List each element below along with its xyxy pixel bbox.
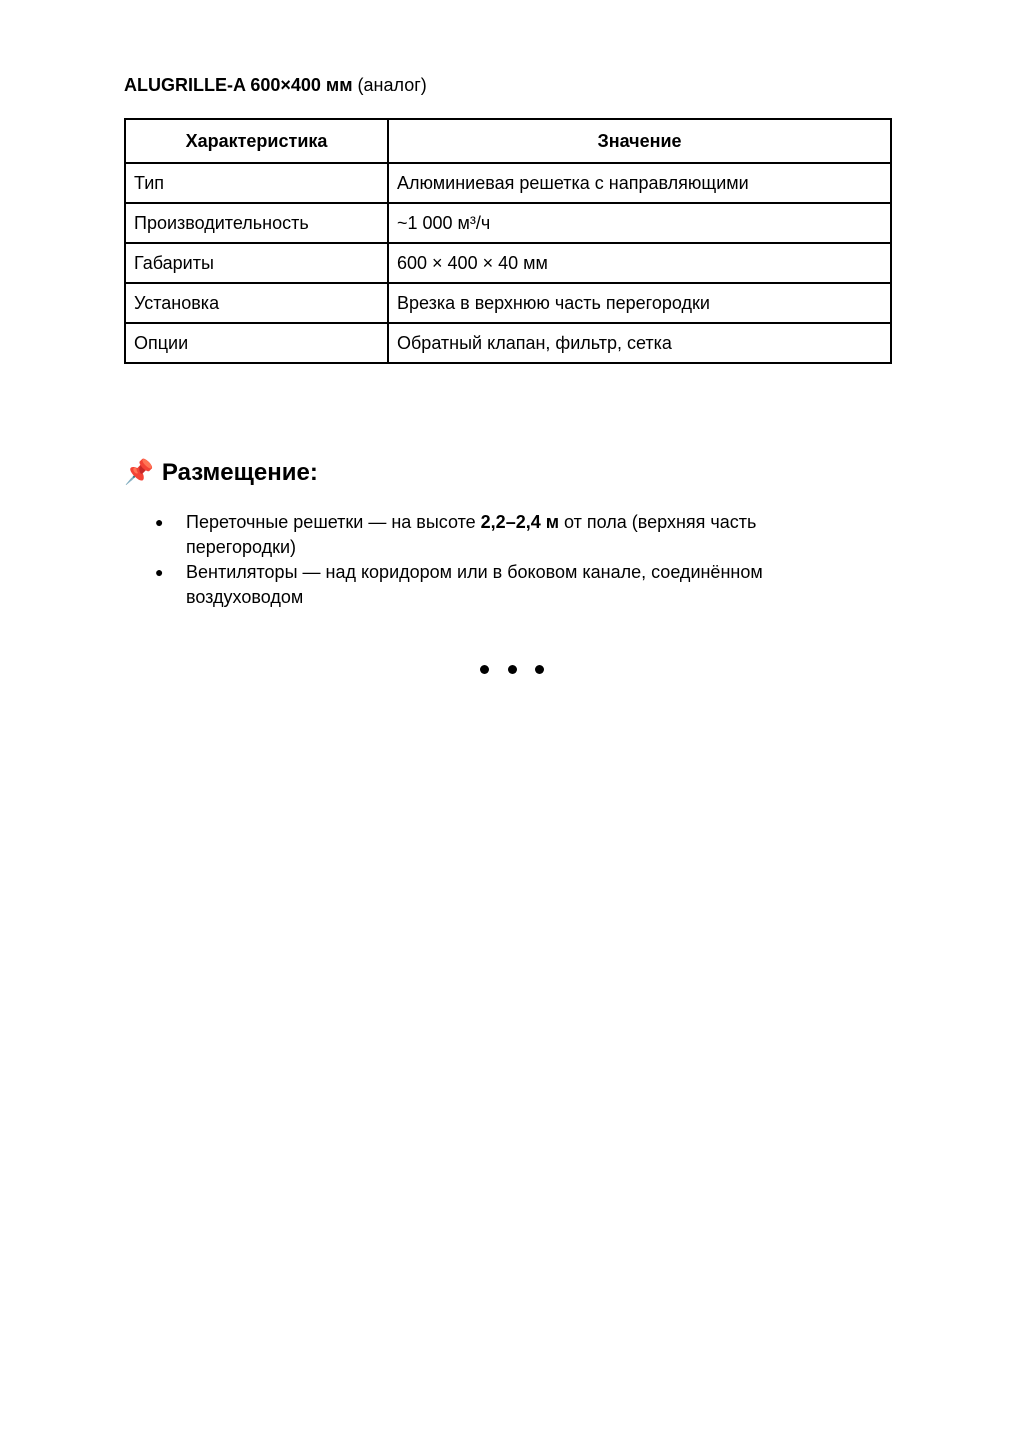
table-row bbox=[125, 203, 891, 243]
list-item-text: Вентиляторы — над коридором или в боковом канале, соединённом воздуховодом bbox=[186, 562, 763, 607]
dot-icon bbox=[480, 665, 489, 674]
list-item-text: Переточные решетки — на высоте bbox=[186, 512, 481, 532]
table-row bbox=[125, 323, 891, 363]
pushpin-icon: 📌 bbox=[124, 459, 154, 486]
title-note: (аналог) bbox=[357, 75, 427, 95]
spec-table bbox=[124, 118, 892, 364]
table-header-cell: Характеристика bbox=[125, 119, 388, 163]
placement-list bbox=[155, 510, 855, 610]
section-heading bbox=[124, 457, 318, 489]
ellipsis-icon bbox=[480, 662, 544, 676]
document-title bbox=[124, 73, 427, 97]
table-header-cell: Значение bbox=[388, 119, 891, 163]
table-row bbox=[125, 163, 891, 203]
table-cell-key: Производительность bbox=[125, 203, 388, 243]
list-item-bold: 2,2–2,4 м bbox=[480, 512, 560, 532]
list-item-text: от пола (верхняя часть перегородки) bbox=[186, 512, 757, 557]
table-row bbox=[125, 283, 891, 323]
table-header-row bbox=[125, 119, 891, 163]
bullet-icon: ● bbox=[155, 564, 164, 580]
section-heading-text: Размещение: bbox=[161, 459, 318, 486]
table-cell-key: Тип bbox=[125, 163, 388, 203]
table-row bbox=[125, 243, 891, 283]
dot-icon bbox=[535, 665, 544, 674]
table-cell-value: 600 × 400 × 40 мм bbox=[388, 243, 891, 283]
list-item bbox=[155, 510, 855, 560]
table-cell-key: Опции bbox=[125, 323, 388, 363]
list-item bbox=[155, 560, 855, 610]
dot-icon bbox=[508, 665, 517, 674]
title-bold: ALUGRILLE-A 600×400 мм bbox=[124, 75, 353, 95]
table-cell-key: Габариты bbox=[125, 243, 388, 283]
table-cell-value: Врезка в верхнюю часть перегородки bbox=[388, 283, 891, 323]
table-cell-value: Обратный клапан, фильтр, сетка bbox=[388, 323, 891, 363]
table-cell-value: Алюминиевая решетка с направляющими bbox=[388, 163, 891, 203]
table-cell-value: ~1 000 м³/ч bbox=[388, 203, 891, 243]
table-cell-key: Установка bbox=[125, 283, 388, 323]
bullet-icon: ● bbox=[155, 514, 164, 530]
